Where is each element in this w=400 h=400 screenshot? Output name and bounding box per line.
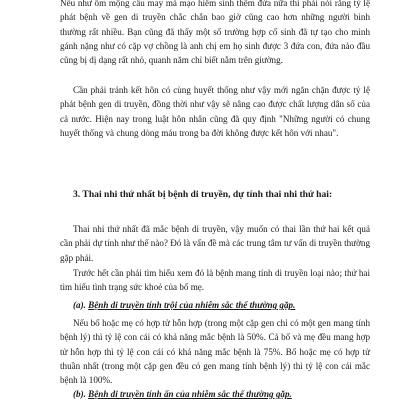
paragraph-dominant-inheritance: Nếu bố hoặc mẹ có hợp tử hỗn hợp (trong một cặp gen chỉ có một gen mang tính bệnh lý) thì tỷ lệ con cái có khả năng mắc bệnh là 50%. Cả bố và mẹ đều mang hợp tử hỗn hợp thì tỷ lệ con cái có khả năng mắc bệnh là 75%. Bố hoặc mẹ có hợp tử thuần nhất (trong một cặp gen đều có gen mang tính bệnh lý) thì tỷ lệ con cái mắc bệnh là 100%. [60, 318, 370, 386]
subheading-a-text: Bệnh di truyền tính trội của nhiễm sắc thể thường gặp. [88, 300, 296, 310]
subheading-b [60, 387, 370, 400]
paragraph-marriage-law: Cần phải tránh kết hôn có cùng huyết thống như vậy mới ngăn chặn được tỷ lệ phát bệnh gen di truyền, đồng thời như vậy sẽ nâng cao được chất lượng dân số của cả nước. Hiện nay trong luật hôn nhân cũng đã quy định "Những người có chung huyết thống và chung dòng máu trong ba đời không được kết hôn với nhau". [60, 85, 370, 138]
subheading-b-text: Bệnh di truyền tính ẩn của nhiễm sắc thể thường gặp. [88, 389, 292, 399]
paragraph-second-pregnancy: Thai nhi thứ nhất đã mắc bệnh di truyền, vậy muốn có thai lần thứ hai kết quả cần phải dự tính như thế nào? Đó là vấn đề mà các trung tâm tư vấn di truyền thường gặp phải. [60, 224, 370, 263]
subheading-a [60, 298, 370, 312]
subheading-a-label: (a). [73, 300, 86, 310]
paragraph-first-steps: Trước hết cần phải tìm hiểu xem đó là bệnh mang tính di truyền loại nào; thứ hai tìm hiểu tình trạng sức khoẻ của bố mẹ. [60, 268, 370, 293]
paragraph-consanguinity-risk: Nếu như ôm mộng cầu may mà mạo hiểm sinh thêm đứa nữa thì phải nói rằng tỷ lệ phát bệnh về gen di truyền chắc chắn bao giờ cũng cao hơn những người bình thường rất nhiều. Bạn cũng đã thấy một số trường hợp cố sinh đã tự tạo cho mình gánh nặng như có cặp vợ chồng là anh chị em họ sinh được 3 đứa con, đứa nào đầu cũng bị dị dạng rất nhỏ, quanh năm chỉ biết nằm trên giường. [60, 0, 370, 66]
section-heading-3: 3. Thai nhi thứ nhất bị bệnh di truyền, dự tính thai nhi thứ hai: [73, 189, 333, 200]
subheading-b-label: (b). [73, 389, 86, 399]
